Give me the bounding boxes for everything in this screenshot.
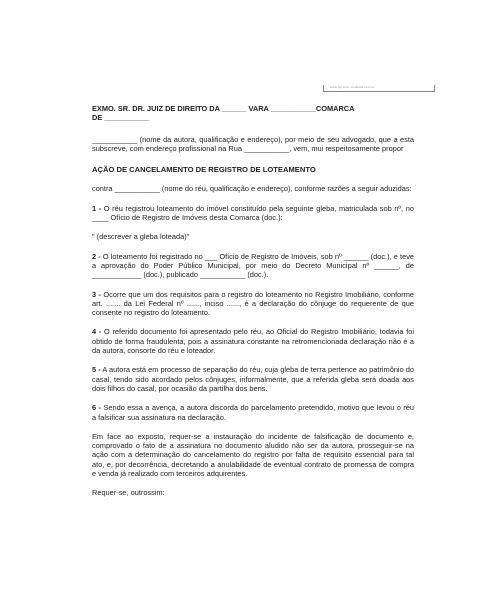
against-paragraph: contra ___________ (nome do réu, qualificação e endereço), conforme razões a seguir aduzidas: [92, 184, 412, 194]
item-paragraph-4 [92, 327, 414, 355]
address-line-1: EXMO. SR. DR. JUIZ DE DIREITO DA ______ VARA ___________COMARCA [92, 104, 355, 113]
intro-paragraph: ___________ (nome da autora, qualificação e endereço), por meio de seu advogado, que a esta subscreve, com endereço profissional na Rua ___________, vem, mui respeitosamente propor [92, 134, 414, 153]
conclusion-paragraph: Em face ao exposto, requer-se a instauração do incidente de falsificação de documento e, comprovado o fato de a assinatura no documento aludido não ser da autora, prosseguir-se na ação com a determinação do cancelamento do registro por falta de requisito essencial para tal ato, e, por decorrência, decretando a anulabilidade de eventual contrato de promessa de compra e venda já realizado com terceiros adquirentes. [92, 431, 414, 479]
document-body [92, 104, 414, 498]
item-paragraph-6 [92, 403, 414, 422]
item-text: Ocorre que um dos requisitos para o registro do loteamento no Registro Imobiliário, conforme art. ....... da Lei Federal nº ......, inciso ......, é a declaração do cônjuge do requerente de que consente no registro do loteamento. [92, 289, 415, 318]
item-text: O referido documento foi apresentado pelo réu, ao Oficial do Registro Imobiliário, todavia foi obtido de forma fraudulenta, pois a assinatura constante na retromencionada declaração não é a da autora, consorte do réu e loteador. [92, 327, 415, 356]
closing-line: Requer-se, outrossim: [92, 488, 165, 498]
item-paragraph-5 [92, 365, 414, 393]
address-line-2: DE ___________ [92, 113, 150, 123]
item-text: O loteamento foi registrado no ___ Ofício de Registro de Imóveis, sob nº ______ (doc.), e teve a aprovação do Poder Público Municipal, por meio do Decreto Municipal nº ______, de ____________ (doc.), publicado ___________ (doc.). [92, 251, 415, 280]
item-paragraph-3 [92, 290, 414, 318]
item-text: A autora está em processo de separação do réu, cuja gleba de terra pertence ao patrimônio do casal, tendo sido acordado pelos cônjuges, informalmente, que a referida gleba será doada aos dois filhos do casal, por ocasião da partilha dos bens. [92, 365, 414, 393]
item-number: 2 - [92, 251, 101, 261]
item-text: O réu registrou loteamento do imóvel constituído pela seguinte gleba, matriculada sob nº, no ____ Ofício de Registro de Imóveis desta Comarca (doc.): [92, 203, 415, 223]
item-paragraph-1 [92, 204, 414, 223]
document-title: AÇÃO DE CANCELAMENTO DE REGISTRO DE LOTEAMENTO [92, 165, 316, 175]
item-text: " (descrever a gleba loteada)" [92, 232, 190, 242]
gleba-placeholder [92, 232, 414, 241]
item-text: Sendo essa a avença, a autora discorda do parcelamento pretendido, motivo que levou o réu a falsificar sua assinatura na declaração. [92, 403, 415, 422]
header-small-text: www.hp.m.br modelos.com.br [330, 85, 375, 89]
item-number: 6 - [92, 403, 102, 413]
item-number: 5 - [92, 365, 101, 375]
item-number: 3 - [92, 289, 101, 299]
item-number: 4 - [92, 327, 102, 337]
item-number: 1 - [92, 203, 102, 213]
item-paragraph-2 [92, 252, 414, 280]
